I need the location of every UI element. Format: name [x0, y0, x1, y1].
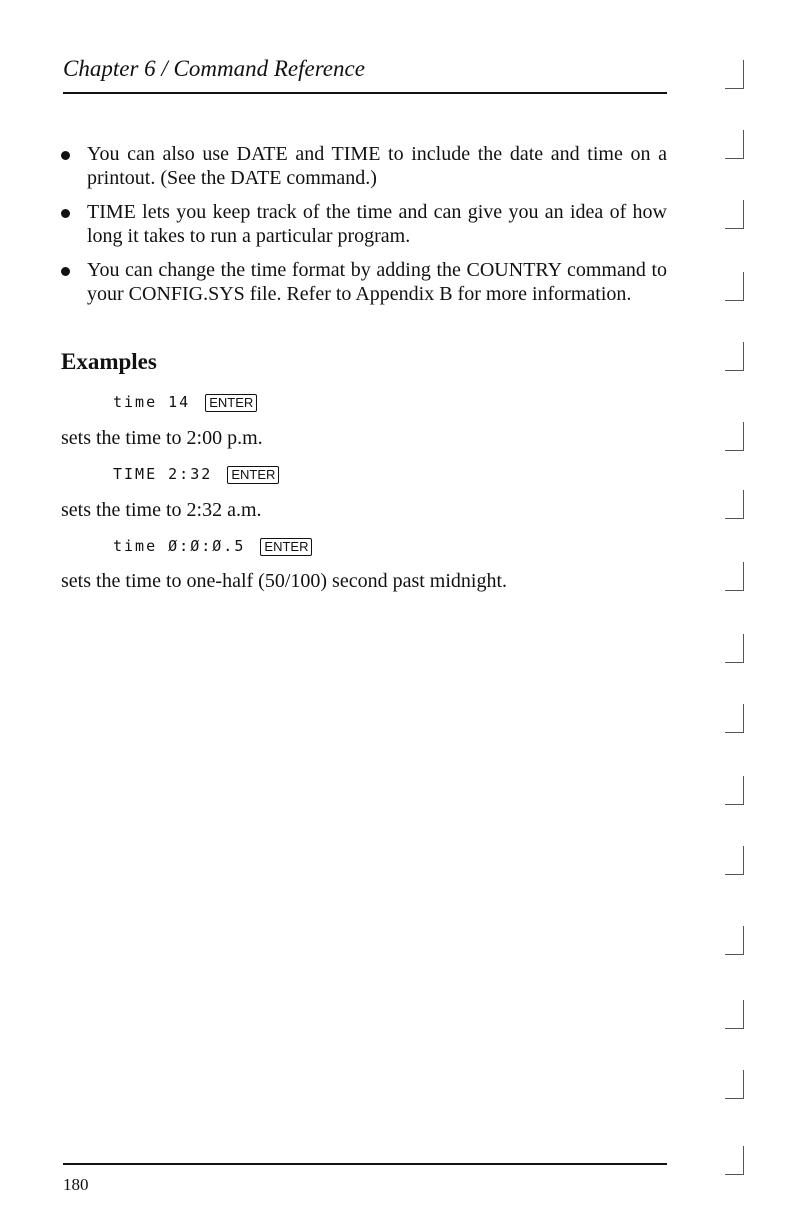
- binding-mark: [725, 634, 744, 663]
- binding-mark: [725, 1146, 744, 1175]
- example-description: sets the time to 2:00 p.m.: [61, 427, 263, 449]
- binding-mark: [725, 422, 744, 451]
- example-command: [113, 537, 312, 556]
- command-text: TIME 2:32: [113, 465, 213, 483]
- bullet-list: [61, 142, 667, 316]
- binding-mark: [725, 200, 744, 229]
- binding-mark: [725, 60, 744, 89]
- bullet-item: TIME lets you keep track of the time and can give you an idea of how long it takes to run a particular program.: [61, 200, 667, 248]
- page-footer: [63, 1163, 667, 1194]
- binding-mark: [725, 342, 744, 371]
- example-command: [113, 393, 257, 412]
- binding-mark: [725, 130, 744, 159]
- enter-key-icon: ENTER: [227, 466, 279, 484]
- page-header: [63, 52, 667, 94]
- binding-holes: [719, 50, 759, 1190]
- enter-key-icon: ENTER: [260, 538, 312, 556]
- example-command: [113, 465, 279, 484]
- binding-mark: [725, 272, 744, 301]
- binding-mark: [725, 490, 744, 519]
- bullet-item: You can also use DATE and TIME to include the date and time on a printout. (See the DATE command.): [61, 142, 667, 190]
- binding-mark: [725, 1070, 744, 1099]
- examples-heading: Examples: [61, 349, 157, 374]
- binding-mark: [725, 704, 744, 733]
- binding-mark: [725, 776, 744, 805]
- binding-mark: [725, 562, 744, 591]
- chapter-title: Chapter 6 / Command Reference: [63, 56, 365, 81]
- page-number: 180: [63, 1175, 89, 1194]
- command-text: time 14: [113, 393, 191, 411]
- binding-mark: [725, 926, 744, 955]
- binding-mark: [725, 846, 744, 875]
- enter-key-icon: ENTER: [205, 394, 257, 412]
- example-description: sets the time to one-half (50/100) second past midnight.: [61, 570, 508, 592]
- bullet-item: You can change the time format by adding the COUNTRY command to your CONFIG.SYS file. Refer to Appendix B for more information.: [61, 258, 667, 306]
- example-description: sets the time to 2:32 a.m.: [61, 499, 262, 521]
- command-text: time Ø:Ø:Ø.5: [113, 537, 246, 555]
- binding-mark: [725, 1000, 744, 1029]
